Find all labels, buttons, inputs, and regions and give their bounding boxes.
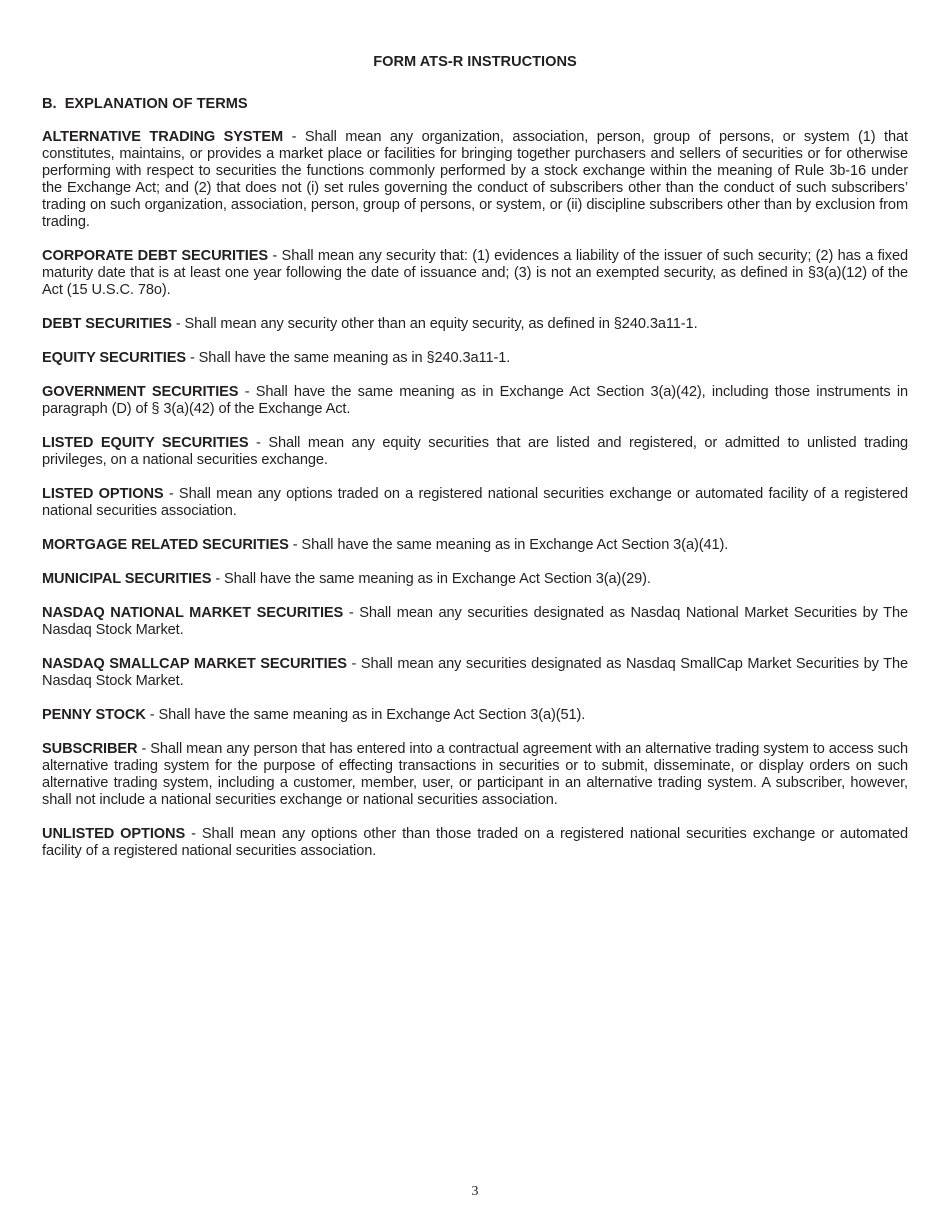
term-name: ALTERNATIVE TRADING SYSTEM [42,129,284,145]
page-number: 3 [471,1184,479,1199]
term-definition: - Shall have the same meaning as in §240.3a11-1. [186,350,511,366]
term-definition: - Shall mean any securities designated as Nasdaq SmallCap Market Securities by The Nasdaq Stock Market. [42,656,908,689]
term-definition: - Shall mean any person that has entered into a contractual agreement with an alternative trading system to access such alternative trading system for the purpose of effecting transactions in securities or to submit, disseminate, or display orders on such alternative trading system, including a customer, member, user, or participant in an alternative trading system. A subscriber, however, shall not include a national securities exchange or national securities association. [42,741,908,808]
term-name: DEBT SECURITIES [42,316,172,332]
term-definition: - Shall mean any options traded on a registered national securities exchange or automated facility of a registered national securities association. [42,486,908,519]
term-name: MUNICIPAL SECURITIES [42,571,212,587]
terms-list [42,129,908,877]
form-title: FORM ATS-R INSTRUCTIONS [373,54,577,70]
term-corporate-debt-securities [42,248,908,299]
term-government-securities [42,384,908,418]
term-unlisted-options [42,826,908,860]
term-definition: - Shall have the same meaning as in Exchange Act Section 3(a)(51). [145,707,586,723]
term-definition: - Shall have the same meaning as in Exchange Act Section 3(a)(41). [288,537,729,553]
term-definition: - Shall have the same meaning as in Exchange Act Section 3(a)(42), including those instruments in paragraph (D) of § 3(a)(42) of the Exchange Act. [42,384,908,417]
term-equity-securities [42,350,908,367]
term-penny-stock [42,707,908,724]
term-name: LISTED EQUITY SECURITIES [42,435,249,451]
term-definition: - Shall mean any securities designated as Nasdaq National Market Securities by The Nasdaq Stock Market. [42,605,908,638]
term-name: GOVERNMENT SECURITIES [42,384,239,400]
term-name: LISTED OPTIONS [42,486,164,502]
term-name: EQUITY SECURITIES [42,350,186,366]
term-alternative-trading-system [42,129,908,231]
term-subscriber [42,741,908,809]
term-definition: - Shall mean any options other than those traded on a registered national securities exchange or automated facility of a registered national securities association. [42,826,908,859]
term-nasdaq-national-market-securities [42,605,908,639]
term-name: NASDAQ SMALLCAP MARKET SECURITIES [42,656,347,672]
term-mortgage-related-securities [42,537,908,554]
term-name: NASDAQ NATIONAL MARKET SECURITIES [42,605,344,621]
section-heading: B. EXPLANATION OF TERMS [42,96,248,112]
term-municipal-securities [42,571,908,588]
term-definition: - Shall mean any equity securities that are listed and registered, or admitted to unlisted trading privileges, on a national securities exchange. [42,435,908,468]
term-definition: - Shall mean any security other than an equity security, as defined in §240.3a11-1. [171,316,698,332]
term-listed-equity-securities [42,435,908,469]
term-name: UNLISTED OPTIONS [42,826,186,842]
term-listed-options [42,486,908,520]
term-definition: - Shall mean any organization, association, person, group of persons, or system (1) that constitutes, maintains, or provides a market place or facilities for bringing together purchasers and sellers of securities or for otherwise performing with respect to securities the functions commonly performed by a stock exchange within the meaning of Rule 3b-16 under the Exchange Act; and (2) that does not (i) set rules governing the conduct of subscribers other than the conduct of such subscribers’ trading on such organization, association, person, group of persons, or system, or (ii) discipline subscribers other than by exclusion from trading. [42,129,909,230]
term-definition: - Shall have the same meaning as in Exchange Act Section 3(a)(29). [211,571,651,587]
term-name: PENNY STOCK [42,707,146,723]
term-name: MORTGAGE RELATED SECURITIES [42,537,289,553]
term-name: SUBSCRIBER [42,741,138,757]
term-name: CORPORATE DEBT SECURITIES [42,248,268,264]
term-nasdaq-smallcap-market-securities [42,656,908,690]
term-definition: - Shall mean any security that: (1) evidences a liability of the issuer of such security; (2) has a fixed maturity date that is at least one year following the date of issuance and; (3) is not an exempted security, as defined in §3(a)(12) of the Act (15 U.S.C. 78o). [42,248,908,298]
term-debt-securities [42,316,908,333]
